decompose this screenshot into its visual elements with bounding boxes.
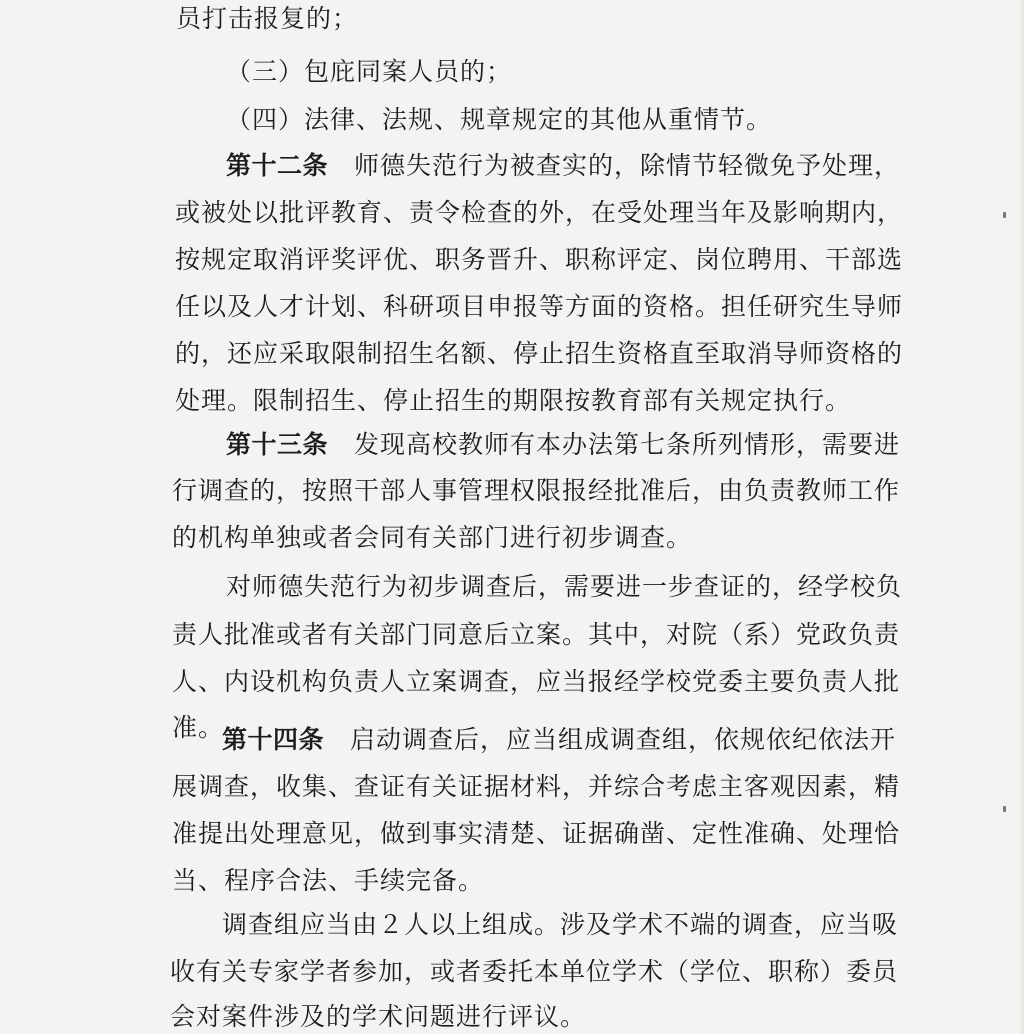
paragraph-first-line <box>222 908 899 942</box>
article-12-first-line <box>226 149 900 183</box>
line-text: 调查组应当由２人以上组成。涉及学术不端的调查，应当吸 <box>222 910 899 939</box>
text-line <box>172 817 901 851</box>
line-text: 会对案件涉及的学术问题进行评议。 <box>170 1002 587 1031</box>
text-line <box>175 337 904 371</box>
line-text: （四）法律、法规、规章规定的其他从重情节。 <box>226 105 773 134</box>
list-item <box>226 103 772 137</box>
line-text: 员打击报复的； <box>176 4 359 33</box>
line-text: 的机构单独或者会同有关部门进行初步调查。 <box>172 523 693 552</box>
article-label: 第十二条 <box>226 151 329 180</box>
line-text: 准提出处理意见，做到事实清楚、证据确凿、定性准确、处理恰 <box>172 819 901 848</box>
line-text: 展调查，收集、查证有关证据材料，并综合考虑主客观因素，精 <box>172 772 901 801</box>
line-text: 准。 <box>172 713 225 742</box>
line-text: 的，还应采取限制招生名额、停止招生资格直至取消导师资格的 <box>175 339 904 368</box>
line-text: 处理。限制招生、停止招生的期限按教育部有关规定执行。 <box>175 386 852 415</box>
text-line <box>172 711 224 745</box>
line-text: 收有关专家学者参加，或者委托本单位学术（学位、职称）委员 <box>170 957 899 986</box>
line-text: （三）包庇同案人员的； <box>226 57 513 86</box>
text-line <box>175 243 904 277</box>
text-line <box>172 770 901 804</box>
line-text: 责人批准或者有关部门同意后立案。其中，对院（系）党政负责 <box>172 620 901 649</box>
text-line <box>172 665 901 699</box>
line-text: 当、程序合法、手续完备。 <box>172 866 485 895</box>
paragraph-first-line <box>226 570 903 604</box>
line-text: 行调查的，按照干部人事管理权限报经批准后，由负责教师工作 <box>172 476 901 505</box>
line-text: 按规定取消评奖评优、职务晋升、职称评定、岗位聘用、干部选 <box>175 245 904 274</box>
line-text: 发现高校教师有本办法第七条所列情形，需要进 <box>354 430 901 459</box>
text-line <box>176 2 358 36</box>
article-14-first-line <box>222 723 896 757</box>
text-line <box>172 521 692 555</box>
text-line <box>175 196 904 230</box>
text-line <box>175 290 904 324</box>
text-line <box>172 618 901 652</box>
text-line <box>172 474 901 508</box>
article-label: 第十三条 <box>226 430 329 459</box>
list-item <box>226 55 512 89</box>
line-text: 对师德失范行为初步调查后，需要进一步查证的，经学校负 <box>226 572 903 601</box>
text-line <box>170 955 899 989</box>
article-label: 第十四条 <box>222 725 325 754</box>
text-line <box>175 384 851 418</box>
line-text: 任以及人才计划、科研项目申报等方面的资格。担任研究生导师 <box>175 292 904 321</box>
text-line <box>172 864 484 898</box>
line-text: 启动调查后，应当组成调查组，依规依纪依法开 <box>350 725 897 754</box>
article-13-first-line <box>226 428 900 462</box>
line-text: 人、内设机构负责人立案调查，应当报经学校党委主要负责人批 <box>172 667 901 696</box>
line-text: 师德失范行为被查实的，除情节轻微免予处理， <box>354 151 901 180</box>
line-text: 或被处以批评教育、责令检查的外，在受处理当年及影响期内， <box>175 198 904 227</box>
text-line <box>170 1000 586 1034</box>
